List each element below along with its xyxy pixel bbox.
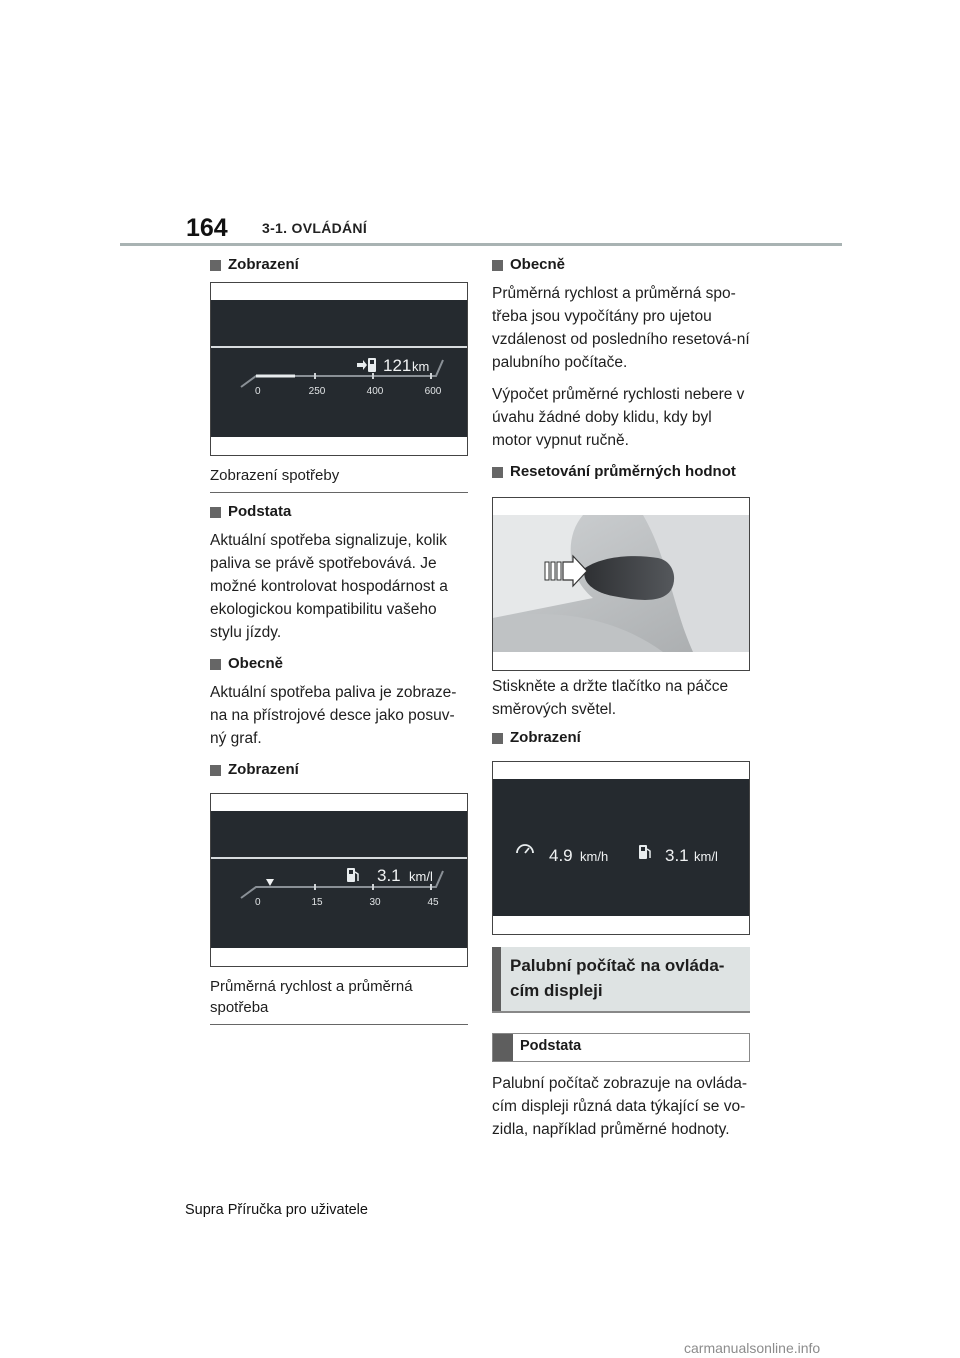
figure-caption: Průměrná rychlost a průměrná spotřeba <box>210 967 468 1025</box>
tick-label: 15 <box>311 897 323 908</box>
heading-basics <box>210 501 468 523</box>
consumption-display-figure <box>210 282 468 456</box>
tick-label: 0 <box>255 386 261 397</box>
section-heading: Palubní počítač na ovláda-cím displeji <box>510 956 725 1000</box>
tick-label: 250 <box>308 386 326 397</box>
average-values-graphic <box>493 779 749 916</box>
consumption-value: 3.1 <box>377 866 401 885</box>
heading-text: Zobrazení <box>510 729 581 746</box>
paragraph: Průměrná rychlost a průměrná spo-třeba jsou vypočítány pro ujetou vzdálenost od posledního resetová-ní palubního počítače. <box>492 285 750 371</box>
figure-caption: Zobrazení spotřeby <box>210 456 468 493</box>
display-screen <box>211 300 467 437</box>
speed-value: 4.9 <box>549 846 573 865</box>
fuel-pump-icon <box>347 868 358 882</box>
heading-text: Obecně <box>228 655 284 672</box>
heading-text: Zobrazení <box>228 761 299 778</box>
tick-label: 400 <box>366 386 384 397</box>
footer-text: Supra Příručka pro uživatele <box>185 1202 368 1218</box>
tick-label: 0 <box>255 897 261 908</box>
paragraph: Palubní počítač zobrazuje na ovláda-cím displeji různá data týkající se vo-zidla, například průměrné hodnoty. <box>492 1075 748 1138</box>
range-value: 121 <box>383 356 412 375</box>
bullet-square-icon <box>492 733 503 744</box>
heading-general <box>210 653 468 675</box>
tick-label: 30 <box>369 897 381 908</box>
bullet-square-icon <box>492 260 503 271</box>
bullet-square-icon <box>210 507 221 518</box>
speed-unit: km/h <box>580 849 609 864</box>
triangle-pointer-icon <box>266 879 274 886</box>
gauge-graphic <box>211 811 467 948</box>
range-unit: km <box>412 359 430 374</box>
average-consumption-figure <box>210 793 468 967</box>
consumption-unit: km/l <box>694 849 718 864</box>
bullet-square-icon <box>210 659 221 670</box>
lever-illustration <box>493 498 749 670</box>
turn-signal-lever-figure <box>492 497 750 671</box>
consumption-value: 3.1 <box>665 846 689 865</box>
speedometer-icon <box>517 845 533 853</box>
heading-bar <box>492 947 501 1011</box>
heading-display-2 <box>210 759 468 781</box>
heading-reset <box>492 461 750 483</box>
bullet-square-icon <box>210 765 221 776</box>
average-values-display-figure <box>492 761 750 935</box>
paragraph: Aktuální spotřeba paliva je zobraze-na na přístrojové desce jako posuv-ný graf. <box>210 684 457 747</box>
paragraph: Stiskněte a držte tlačítko na páčce směrových světel. <box>492 678 729 718</box>
right-column <box>492 254 750 1150</box>
left-column <box>210 254 468 1025</box>
subheading-bar <box>493 1034 513 1061</box>
bullet-square-icon <box>492 467 503 478</box>
fuel-range-icon <box>357 358 376 372</box>
watermark: carmanualsonline.info <box>684 1340 821 1356</box>
fuel-pump-icon <box>639 845 650 859</box>
display-screen <box>211 811 467 948</box>
heading-text: Resetování průměrných hodnot <box>510 463 736 480</box>
header-rule <box>120 243 842 246</box>
page-number: 164 <box>186 214 228 242</box>
gauge-graphic <box>211 300 467 437</box>
heading-general <box>492 254 750 276</box>
tick-label: 600 <box>424 386 442 397</box>
section-heading-box <box>492 947 750 1013</box>
paragraph: Výpočet průměrné rychlosti nebere v úvahu žádné doby klidu, kdy byl motor vypnut ručně. <box>492 386 745 449</box>
subheading-box <box>492 1033 750 1062</box>
consumption-unit: km/l <box>409 869 433 884</box>
tick-label: 45 <box>427 897 439 908</box>
bullet-square-icon <box>210 260 221 271</box>
heading-text: Podstata <box>228 503 292 520</box>
section-title: 3-1. OVLÁDÁNÍ <box>262 220 368 236</box>
subheading-text: Podstata <box>520 1038 582 1054</box>
heading-display <box>492 727 750 749</box>
display-screen <box>493 779 749 916</box>
paragraph: Aktuální spotřeba signalizuje, kolik paliva se právě spotřebovává. Je možné kontrolovat hospodárnost a ekologickou kompatibilitu vašeho stylu jízdy. <box>210 532 448 641</box>
heading-display-1 <box>210 254 468 276</box>
heading-text: Zobrazení <box>228 256 299 273</box>
heading-text: Obecně <box>510 256 566 273</box>
